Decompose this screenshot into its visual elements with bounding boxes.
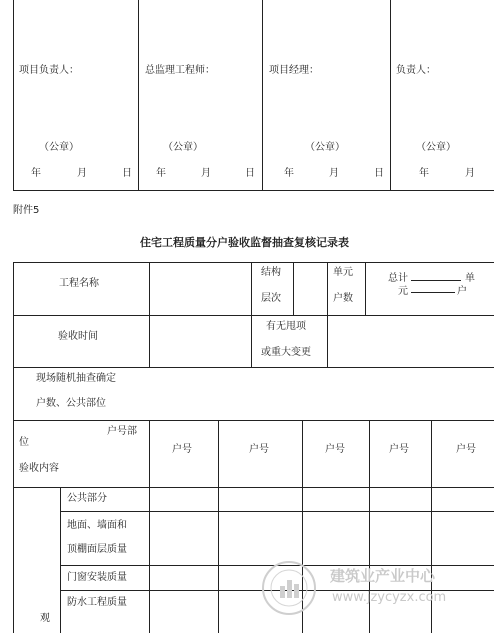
date-month: 月	[329, 168, 339, 179]
table-border	[60, 511, 494, 512]
label-project-name: 工程名称	[59, 278, 99, 289]
household-header: 户号	[172, 444, 192, 455]
date-year: 年	[419, 168, 429, 179]
household-header: 户号	[456, 444, 476, 455]
table-border	[149, 262, 150, 368]
label-structure: 结构	[261, 267, 281, 278]
signer-role: 总监理工程师：	[145, 65, 215, 76]
signer-role: 项目负责人：	[19, 65, 79, 76]
total-units-blank	[411, 280, 461, 281]
seal-label: （公章）	[416, 142, 456, 153]
date-day: 日	[245, 168, 255, 179]
date-month: 月	[201, 168, 211, 179]
diagonal-part: 位	[19, 437, 29, 448]
date-year: 年	[31, 168, 41, 179]
watermark-url: www.jzycyzx.com	[332, 590, 447, 605]
item-floor-wall: 地面、墙面和	[67, 520, 127, 531]
label-major-change: 或重大变更	[261, 347, 311, 358]
table-border	[13, 487, 494, 488]
label-total-unit: 单	[465, 273, 475, 284]
table-border	[13, 315, 494, 316]
date-day: 日	[374, 168, 384, 179]
table-border	[149, 420, 150, 633]
diagonal-content: 验收内容	[19, 463, 59, 474]
table-border	[13, 262, 494, 263]
signer-role: 负责人：	[396, 65, 436, 76]
table-border	[218, 420, 219, 633]
watermark-seal-icon	[261, 560, 317, 616]
table-border	[13, 190, 494, 191]
table-border	[251, 262, 252, 368]
item-public-area: 公共部分	[67, 493, 107, 504]
item-doors-windows: 门窗安装质量	[67, 572, 127, 583]
table-border	[60, 487, 61, 633]
table-border	[390, 0, 391, 191]
label-floors: 层次	[261, 293, 281, 304]
table-border	[13, 262, 14, 633]
total-households-blank	[411, 292, 455, 293]
label-pending-items: 有无甩项	[266, 321, 306, 332]
date-month: 月	[77, 168, 87, 179]
table-border	[13, 0, 14, 191]
label-total-household: 户	[457, 286, 467, 297]
household-header: 户号	[249, 444, 269, 455]
table-border	[327, 262, 328, 368]
seal-label: （公章）	[163, 142, 203, 153]
label-total-unit-suffix: 元	[398, 286, 408, 297]
label-sampled-parts: 户数、公共部位	[36, 398, 106, 409]
label-households: 户数	[333, 293, 353, 304]
date-year: 年	[156, 168, 166, 179]
signer-role: 项目经理：	[269, 65, 319, 76]
table-border	[13, 420, 494, 421]
watermark-name: 建筑业产业中心	[330, 567, 436, 585]
table-border	[365, 262, 366, 315]
diagonal-household: 户号部	[107, 426, 137, 437]
item-ceiling: 顶棚面层质量	[67, 544, 127, 555]
date-day: 日	[122, 168, 132, 179]
label-inspection-time: 验收时间	[58, 331, 98, 342]
date-month: 月	[465, 168, 475, 179]
date-year: 年	[284, 168, 294, 179]
item-waterproofing: 防水工程质量	[67, 597, 127, 608]
document-title: 住宅工程质量分户验收监督抽查复核记录表	[140, 236, 349, 249]
table-border	[293, 262, 294, 315]
seal-label: （公章）	[39, 142, 79, 153]
label-units: 单元	[333, 267, 353, 278]
table-border	[138, 0, 139, 191]
household-header: 户号	[325, 444, 345, 455]
seal-label: （公章）	[305, 142, 345, 153]
attachment-label: 附件5	[13, 205, 40, 216]
table-border	[262, 0, 263, 191]
label-total: 总计	[388, 273, 408, 284]
side-label: 观	[40, 613, 50, 624]
household-header: 户号	[389, 444, 409, 455]
table-border	[13, 367, 494, 368]
label-onsite-sampling: 现场随机抽查确定	[36, 373, 116, 384]
